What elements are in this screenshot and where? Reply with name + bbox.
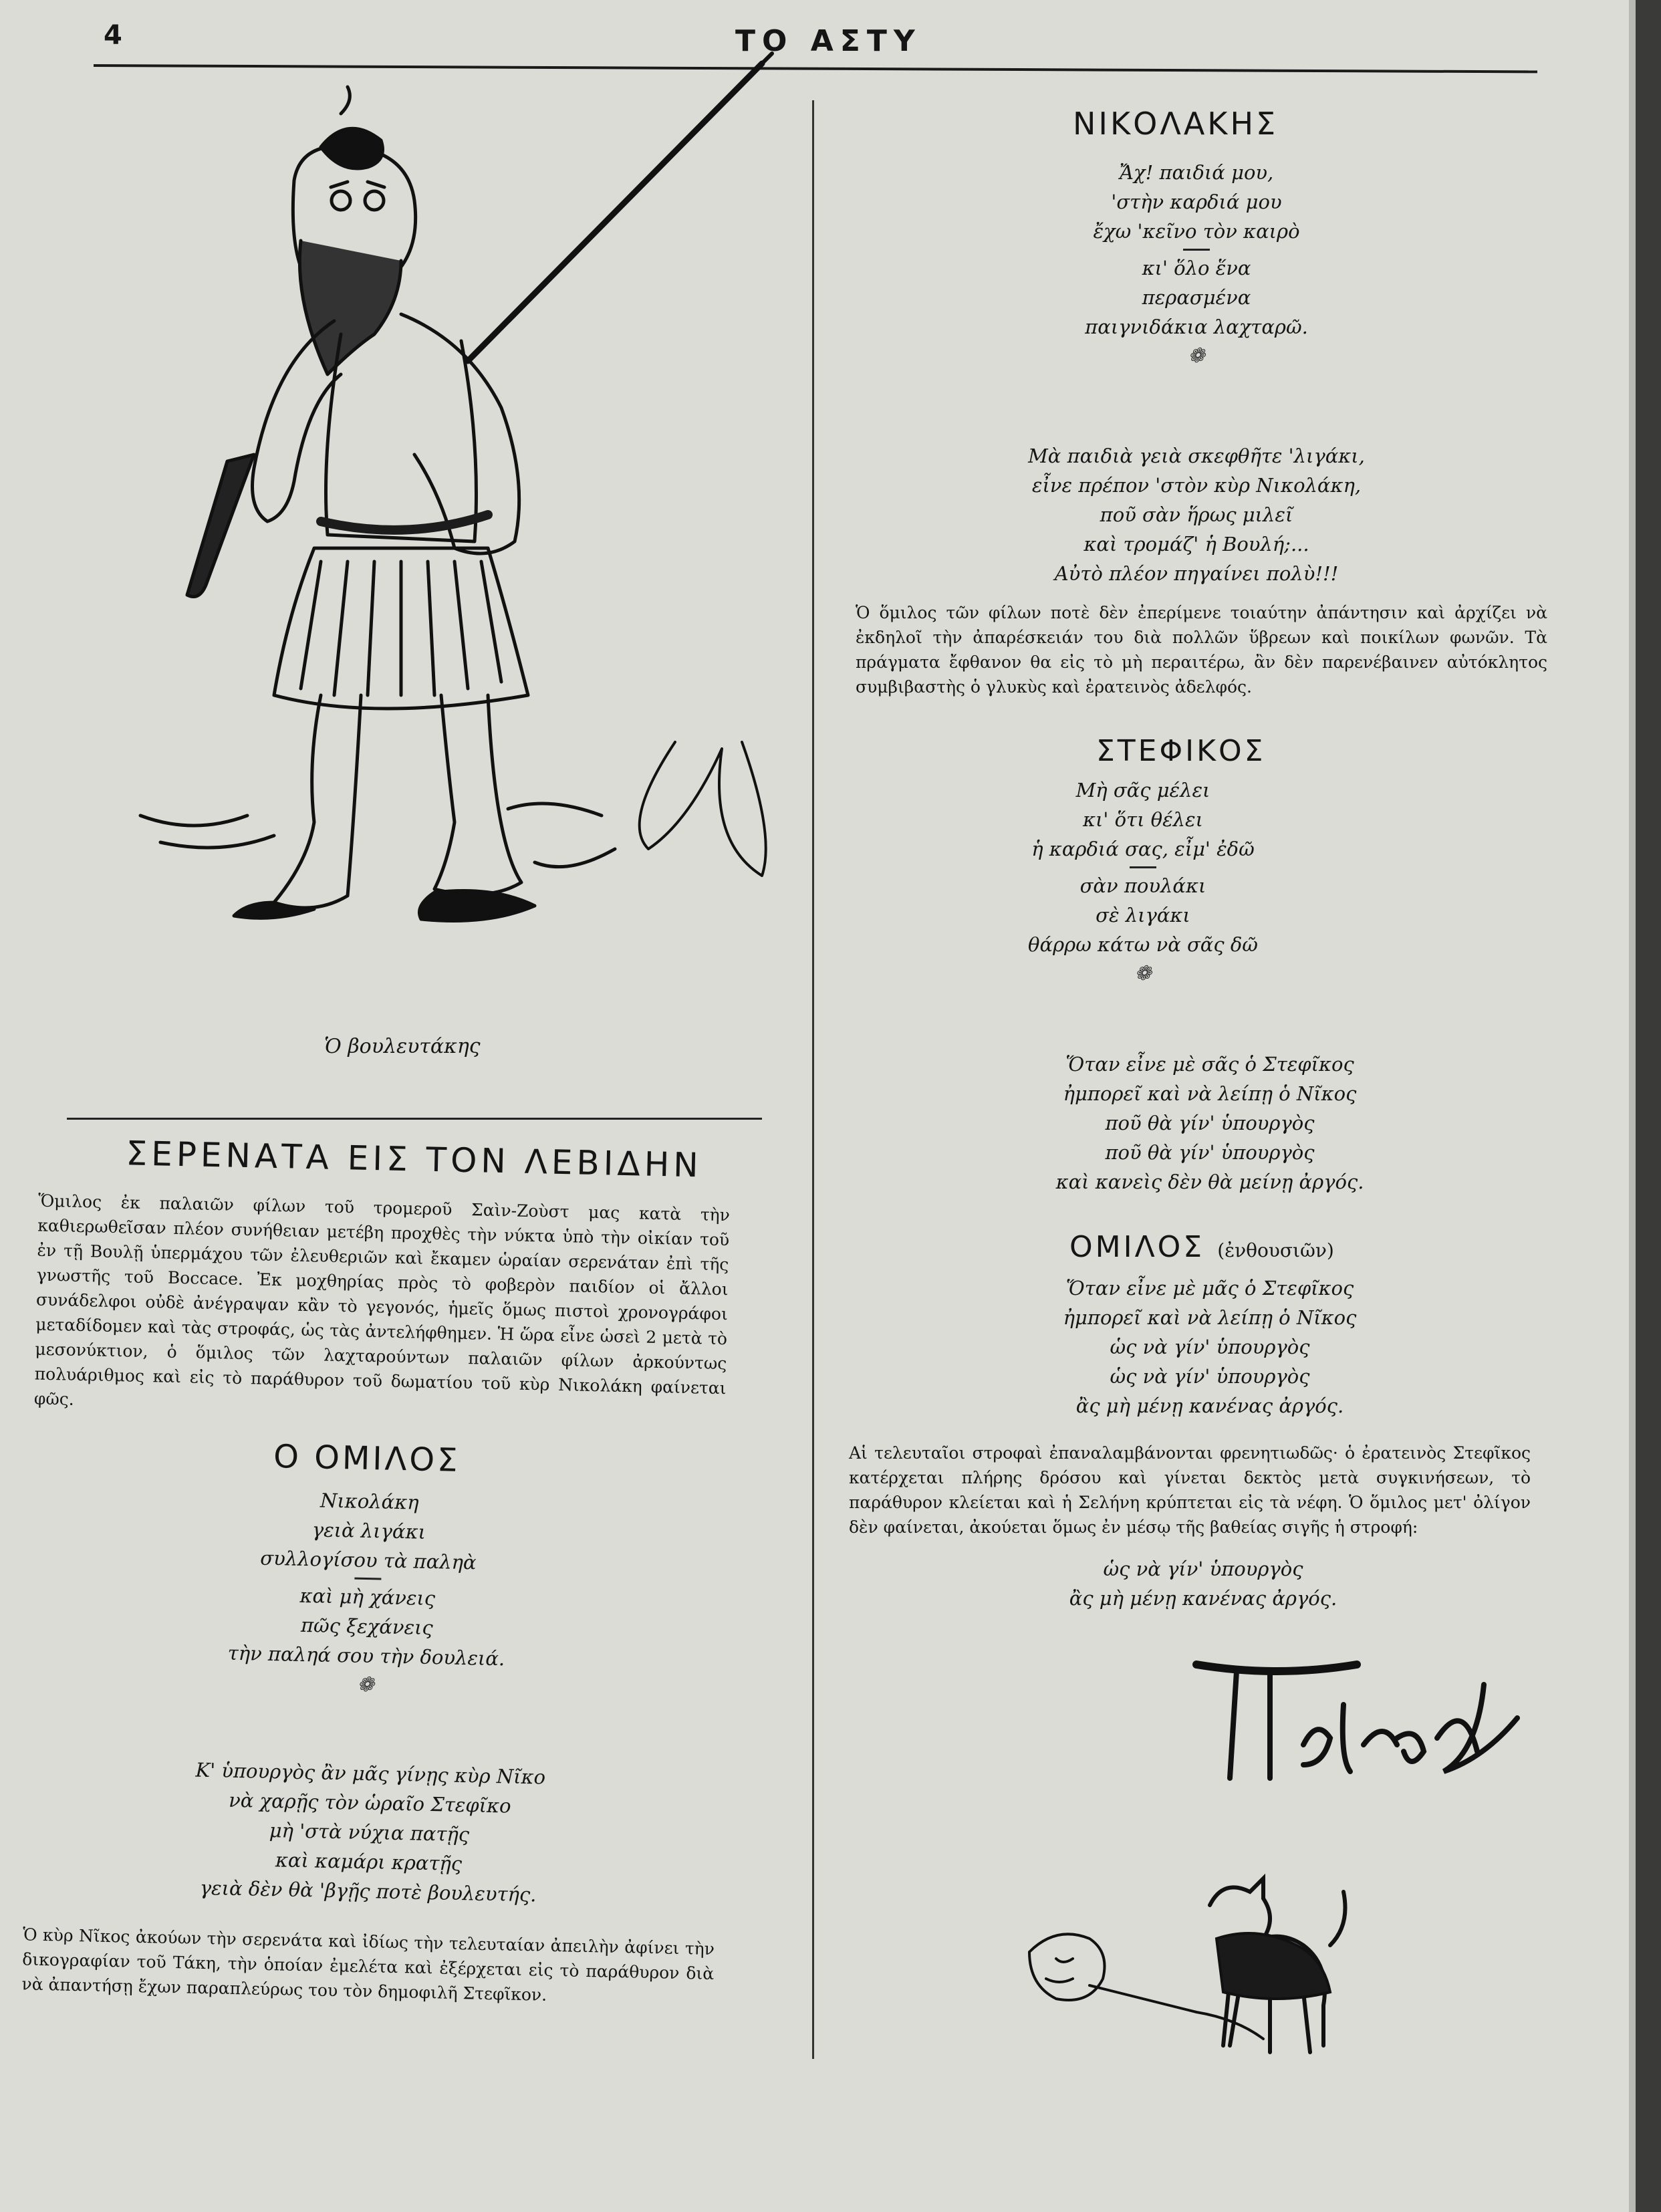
verse-line: μὴ 'στὰ νύχια πατῇς: [269, 1819, 470, 1846]
verse-line: σὲ λιγάκι: [1096, 904, 1190, 927]
verse-line: 'στὴν καρδιά μου: [1111, 191, 1282, 213]
verse-line: ὡς νὰ γίν' ὑπουργὸς: [1110, 1336, 1310, 1358]
verse-line: παιγνιδάκια λαχταρῶ.: [1085, 316, 1308, 338]
verse-line: κι' ὅλο ἕνα: [1142, 257, 1251, 279]
cartoon-caption: Ὁ βουλευτάκης: [324, 1035, 481, 1058]
verse-line: Κ' ὑπουργὸς ἂν μᾶς γίνῃς κὺρ Νῖκο: [195, 1758, 546, 1789]
verse-line: σὰν πουλάκι: [1079, 874, 1206, 897]
verse-line: πῶς ξεχάνεις: [300, 1613, 434, 1640]
verse-line: κι' ὅτι θέλει: [1082, 808, 1203, 831]
verse-line: ἂς μὴ μένῃ κανένας ἀργός.: [1075, 1394, 1344, 1417]
verse-line: Ὅταν εἶνε μὲ σᾶς ὁ Στεφῖκος: [1065, 1053, 1354, 1076]
stanza-dash: [1130, 866, 1156, 868]
verse-line: Ὅταν εἶνε μὲ μᾶς ὁ Στεφῖκος: [1065, 1277, 1354, 1300]
serenade-intro-text: Ὅμιλος ἐκ παλαιῶν φίλων τοῦ τρομεροῦ Σαὶν-Ζοὺστ μας κατὰ τὴν καθιερωθεῖσαν πλέον συνήθειαν μετέβη προχθὲς τὴν νύκτα ὑπὸ τὴν οἰκίαν τοῦ ἐν τῇ Βουλῇ ὑπερμάχου τῶν ἐλευθεριῶν καὶ ἔκαμεν ὡραίαν σερενάταν ἐπὶ τῆς γνωστῆς τοῦ Boccace. Ἐκ μοχθηρίας πρὸς τὸ φοβερὸν παιδίον οἱ ἄλλοι συνάδελφοι οὐδὲ ἀνέγραψαν κἂν τὸ γεγονός, ἡμεῖς ὅμως πιστοὶ χρονογράφοι μεταδίδομεν καὶ τὰς στροφάς, ὡς τὰς ἀντελήφθημεν. Ἡ ὥρα εἶνε ὡσεὶ 2 μετὰ τὸ μεσονύκτιον, ὁ ὅμιλος τῶν λαχταρούντων παλαιῶν φίλων ἀρκούντως πολυάριθμος καὶ εἰς τὸ παράθυρον τοῦ δωματίου τοῦ κὺρ Νικολάκη φαίνεται φῶς.: [33, 1191, 731, 1409]
omilos2-subtitle: (ἐνθουσιῶν): [1217, 1239, 1334, 1261]
stefikos-title: ΣΤΕΦΙΚΟΣ: [1096, 734, 1266, 768]
nikolakis-note-text: Ὁ ὅμιλος τῶν φίλων ποτὲ δὲν ἐπερίμενε τοιαύτην ἀπάντησιν καὶ ἀρχίζει νὰ ἐκδηλοῖ τὴν ἀπαρέσκειάν του διὰ πολλῶν ὕβρεων καὶ ποικίλων φωνῶν. Τὰ πράγματα ἔφθανον θα εἰς τὸ μὴ περαιτέρω, ἂν δὲν παρενέβαινεν αὐτόκλητος συμβιβαστὴς ὁ γλυκὺς καὶ ἐρατεινὸς ἀδελφός.: [856, 603, 1547, 697]
ornament-icon: ❁: [1188, 344, 1205, 368]
verse-line: γειὰ λιγάκι: [311, 1518, 426, 1544]
serenade-title: ΣΕΡΕΝΑΤΑ ΕΙΣ ΤΟΝ ΛΕΒΙΔΗΝ: [126, 1134, 703, 1185]
pelargos-signature: [1183, 1644, 1531, 1805]
verse-line: τὴν παληά σου τὴν δουλειά.: [227, 1641, 505, 1671]
verse-line: ἔχω 'κεῖνο τὸν καιρὸ: [1093, 220, 1300, 243]
verse-line: καὶ μὴ χάνεις: [299, 1584, 436, 1610]
nikolakis-stanzas: [956, 158, 1437, 371]
verse-line: ποῦ θὰ γίν' ὑπουργὸς: [1105, 1141, 1315, 1164]
stefikos-stanzas: [956, 775, 1330, 989]
ornament-icon: ❁: [357, 1673, 374, 1697]
verse-line: νὰ χαρῇς τὸν ὡραῖο Στεφῖκο: [228, 1788, 511, 1818]
omilos-outro: [21, 1922, 715, 2011]
verse-line: Μὰ παιδιὰ γειὰ σκεφθῆτε 'λιγάκι,: [1028, 445, 1365, 467]
verse-line: συλλογίσου τὰ παληὰ: [260, 1546, 477, 1574]
omilos2-title: ΟΜΙΛΟΣ: [1069, 1230, 1205, 1264]
verse-line: ποῦ θὰ γίν' ὑπουργὸς: [1105, 1112, 1315, 1134]
verse-line: καὶ καμάρι κρατῇς: [275, 1848, 463, 1876]
omilos2-note-text: Αἱ τελευταῖοι στροφαὶ ἐπαναλαμβάνονται φρενητιωδῶς· ὁ ἐρατεινὸς Στεφῖκος κατέρχεται πλήρης δρόσου καὶ γίνεται δεκτὸς μετὰ συγκινήσεων, τὸ παράθυρον κλείεται καὶ ἡ Σελήνη κρύπτεται εἰς τὰ νέφη. Ὁ ὅμιλος μετ' ὀλίγον δὲν φαίνεται, ἀκούεται ὅμως ἐν μέσῳ τῆς βαθείας σιγῆς ἡ στροφή:: [849, 1443, 1531, 1537]
nikolakis-title: ΝΙΚΟΛΑΚΗΣ: [1073, 106, 1279, 142]
nikolakis-stanza-3: [963, 441, 1430, 588]
evzone-cartoon-illustration: [120, 40, 829, 923]
verse-line: Ἄχ! παιδιά μου,: [1119, 161, 1274, 184]
verse-line: Νικολάκη: [320, 1489, 419, 1514]
page-number: 4: [104, 20, 122, 51]
omilos-stanza-3: [134, 1754, 604, 1911]
verse-line: ὡς νὰ γίν' ὑπουργὸς: [1103, 1558, 1303, 1580]
verse-line: καὶ κανεὶς δὲν θὰ μείνῃ ἀργός.: [1055, 1171, 1364, 1193]
page-edge: [1629, 0, 1636, 2212]
final-stanza: [1003, 1554, 1404, 1613]
ornament-icon: ❁: [1134, 962, 1152, 985]
verse-line: ὡς νὰ γίν' ὑπουργὸς: [1110, 1365, 1310, 1388]
verse-line: Αὐτὸ πλέον πηγαίνει πολὺ!!!: [1054, 562, 1339, 585]
verse-line: ποῦ σὰν ἥρως μιλεῖ: [1100, 503, 1293, 526]
omilos-stanza-1: [165, 1483, 571, 1704]
verse-line: θάρρω κάτω νὰ σᾶς δῶ: [1028, 933, 1258, 956]
masthead: ΤΟ ΑΣΤΥ: [735, 24, 922, 58]
omilos-outro-text: Ὁ κὺρ Νῖκος ἀκούων τὴν σερενάτα καὶ ἰδίως τὴν τελευταίαν ἀπειλὴν ἀφίνει τὴν δικογραφίαν τοῦ Τάκη, τὴν ὁποίαν ἐμελέτα καὶ ἐξέρχεται εἰς τὸ παράθυρον διὰ νὰ ἀπαντήσῃ ἔχων παραπλεύρως του τὸν δημοφιλῆ Στεφῖκον.: [21, 1925, 715, 2005]
verse-line: εἶνε πρέπον 'στὸν κὺρ Νικολάκη,: [1031, 474, 1362, 497]
verse-line: ἠμπορεῖ καὶ νὰ λείπῃ ὁ Νῖκος: [1063, 1306, 1357, 1329]
page-edge-shadow: [1636, 0, 1661, 2212]
omilos2-heading: [1069, 1230, 1334, 1264]
verse-line: ἂς μὴ μένῃ κανένας ἀργός.: [1069, 1587, 1337, 1610]
omilos-title: Ο ΟΜΙΛΟΣ: [273, 1438, 461, 1479]
verse-line: ἡ καρδιά σας, εἶμ' ἐδῶ: [1031, 838, 1255, 860]
serenade-intro: [34, 1189, 731, 1426]
verse-line: Μὴ σᾶς μέλει: [1075, 779, 1210, 802]
stefikos-stanza-3: [989, 1050, 1430, 1197]
verse-line: γειὰ δὲν θὰ 'βγῇς ποτὲ βουλευτής.: [199, 1876, 537, 1907]
stanza-dash: [1183, 249, 1210, 251]
nikolakis-note: [856, 600, 1547, 699]
omilos2-note: [849, 1441, 1531, 1540]
omilos2-stanza: [989, 1273, 1430, 1421]
verse-line: περασμένα: [1142, 286, 1251, 309]
dog-sketch-illustration: [1016, 1858, 1364, 2072]
verse-line: ἠμπορεῖ καὶ νὰ λείπῃ ὁ Νῖκος: [1063, 1082, 1357, 1105]
stanza-dash: [354, 1578, 381, 1580]
section-rule: [67, 1118, 762, 1120]
verse-line: καὶ τρομάζ' ἡ Βουλή;...: [1083, 533, 1309, 556]
